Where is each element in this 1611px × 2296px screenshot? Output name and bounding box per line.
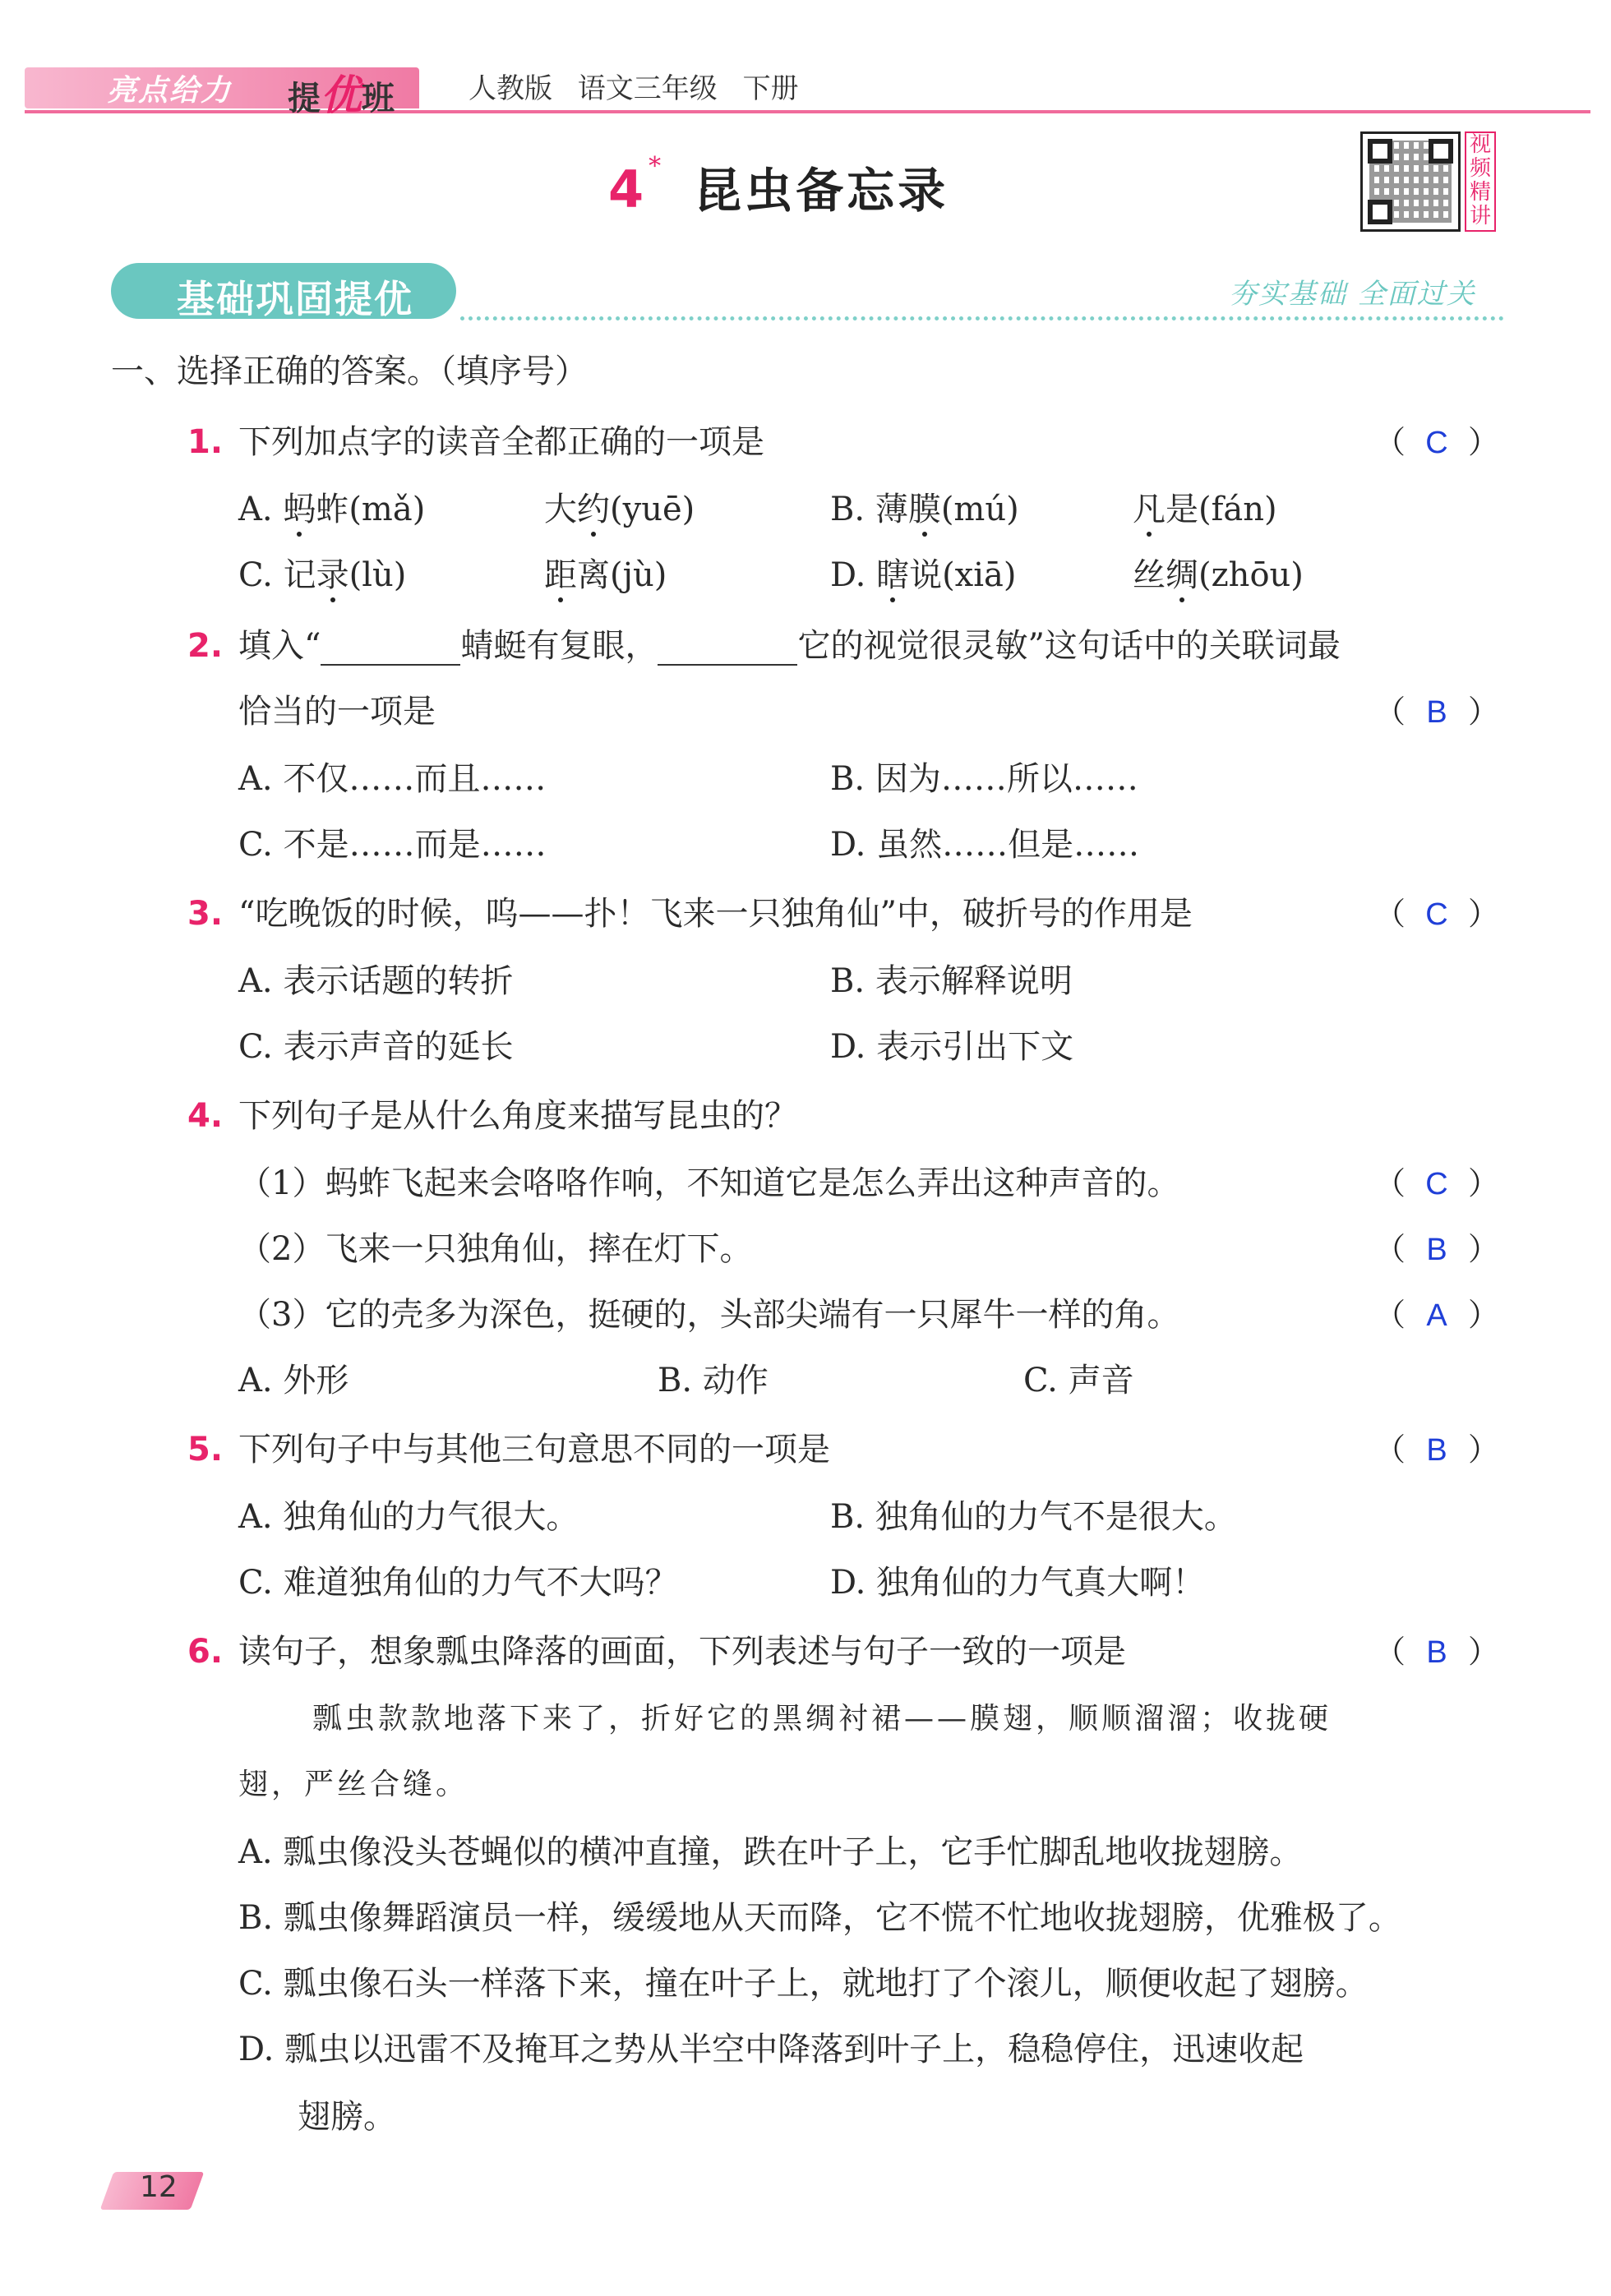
answer-box: （ C ） [1374,424,1500,460]
reading-passage-cont: 翅，严丝合缝。 [238,1768,469,1801]
answer-box: （ C ） [1374,896,1500,932]
reading-passage: 瓢虫款款地落下来了，折好它的黑绸衬裙——膜翅，顺顺溜溜；收拢硬 [312,1702,1332,1736]
answer-box: （ B ） [1374,1432,1500,1468]
option-text: D. 虽然……但是…… [830,826,1140,864]
option-text: B. 薄膜(mú) [830,491,1019,528]
video-tag: 视频精讲 [1465,131,1496,232]
fill-blank[interactable] [321,633,460,666]
lesson-number: 4 [608,159,644,219]
section-divider [460,316,1504,320]
option-text: A. 蚂蚱(mǎ) [238,491,426,528]
question-number: 1. [187,423,224,461]
lesson-title-text: 昆虫备忘录 [694,163,949,219]
qr-finder [1429,139,1453,164]
sub-question: （3）它的壳多为深色，挺硬的，头部尖端有一只犀牛一样的角。 [238,1296,1180,1334]
option-text: 距离(jù) [544,556,667,594]
option-text: 大约(yuē) [544,491,695,528]
edition-info: 人教版 语文三年级 下册 [469,72,799,105]
header-rule [25,110,1590,113]
option-text: C. 表示声音的延长 [238,1028,514,1066]
option-text: A. 外形 [238,1362,349,1399]
question-stem: “吃晚饭的时候，呜——扑！飞来一只独角仙”中，破折号的作用是 [238,895,1193,933]
brand-slogan: 亮点给力 [107,74,233,108]
option-text: D. 瞎说(xiā) [830,556,1017,594]
answer-box: （ B ） [1374,694,1500,730]
option-text: C. 记录(lù) [238,556,407,594]
qr-finder [1368,200,1392,224]
option-text: A. 不仅……而且…… [238,760,547,798]
option-text: B. 因为……所以…… [830,760,1138,798]
question-stem: 下列加点字的读音全都正确的一项是 [238,423,764,461]
option-text: A. 瓢虫像没头苍蝇似的横冲直撞，跌在叶子上，它手忙脚乱地收拢翅膀。 [238,1833,1303,1871]
option-text: C. 难道独角仙的力气不大吗？ [238,1564,678,1602]
section-subtitle: 夯实基础 全面过关 [1229,278,1476,311]
answer-box: （ B ） [1374,1231,1500,1267]
question-number: 2. [187,627,224,665]
answer-box: （ C ） [1374,1165,1500,1201]
question-stem: 读句子，想象瓢虫降落的画面，下列表述与句子一致的一项是 [238,1633,1126,1671]
lesson-star: * [649,152,662,181]
question-stem: 填入“ 蜻蜓有复眼， 它的视觉很灵敏”这句话中的关联词最 [238,627,1341,665]
option-text-cont: 翅膀。 [298,2098,396,2136]
question-stem-cont: 恰当的一项是 [238,693,436,731]
page-header [25,59,1590,117]
answer-box: （ B ） [1374,1634,1500,1670]
question-number: 5. [187,1431,224,1468]
section-title: 基础巩固提优 [177,277,413,321]
section-banner [111,263,456,319]
brand-name: 提优班 [288,71,395,119]
page-number-badge [107,2165,197,2215]
answer-box: （ A ） [1374,1297,1500,1333]
option-text: 丝绸(zhōu) [1133,556,1304,594]
lesson-title [608,152,949,218]
qr-finder [1368,139,1392,164]
option-text: D. 表示引出下文 [830,1028,1074,1066]
option-text: C. 瓢虫像石头一样落下来，撞在叶子上，就地打了个滚儿，顺便收起了翅膀。 [238,1965,1369,2003]
option-text: B. 动作 [658,1362,769,1399]
fill-blank[interactable] [658,633,797,666]
option-text: B. 瓢虫像舞蹈演员一样，缓缓地从天而降，它不慌不忙地收拢翅膀，优雅极了。 [238,1899,1401,1937]
question-stem: 下列句子是从什么角度来描写昆虫的？ [238,1097,797,1135]
option-text: A. 独角仙的力气很大。 [238,1498,579,1536]
question-number: 4. [187,1097,224,1135]
option-text: C. 不是……而是…… [238,826,547,864]
qr-code-icon[interactable] [1360,131,1461,232]
sub-question: （1）蚂蚱飞起来会咯咯作响，不知道它是怎么弄出这种声音的。 [238,1164,1180,1202]
page-number: 12 [140,2170,178,2204]
option-text: D. 独角仙的力气真大啊！ [830,1564,1206,1602]
option-text: A. 表示话题的转折 [238,962,514,1000]
option-text: C. 声音 [1023,1362,1134,1399]
question-stem: 下列句子中与其他三句意思不同的一项是 [238,1431,830,1468]
question-number: 6. [187,1633,224,1671]
sub-question: （2）飞来一只独角仙，摔在灯下。 [238,1230,753,1268]
option-text: B. 独角仙的力气不是很大。 [830,1498,1237,1536]
part-heading: 一、选择正确的答案。（填序号） [111,353,588,390]
option-text: D. 瓢虫以迅雷不及掩耳之势从半空中降落到叶子上，稳稳停住，迅速收起 [238,2031,1304,2068]
question-number: 3. [187,895,224,933]
option-text: B. 表示解释说明 [830,962,1073,1000]
option-text: 凡是(fán) [1133,491,1277,528]
